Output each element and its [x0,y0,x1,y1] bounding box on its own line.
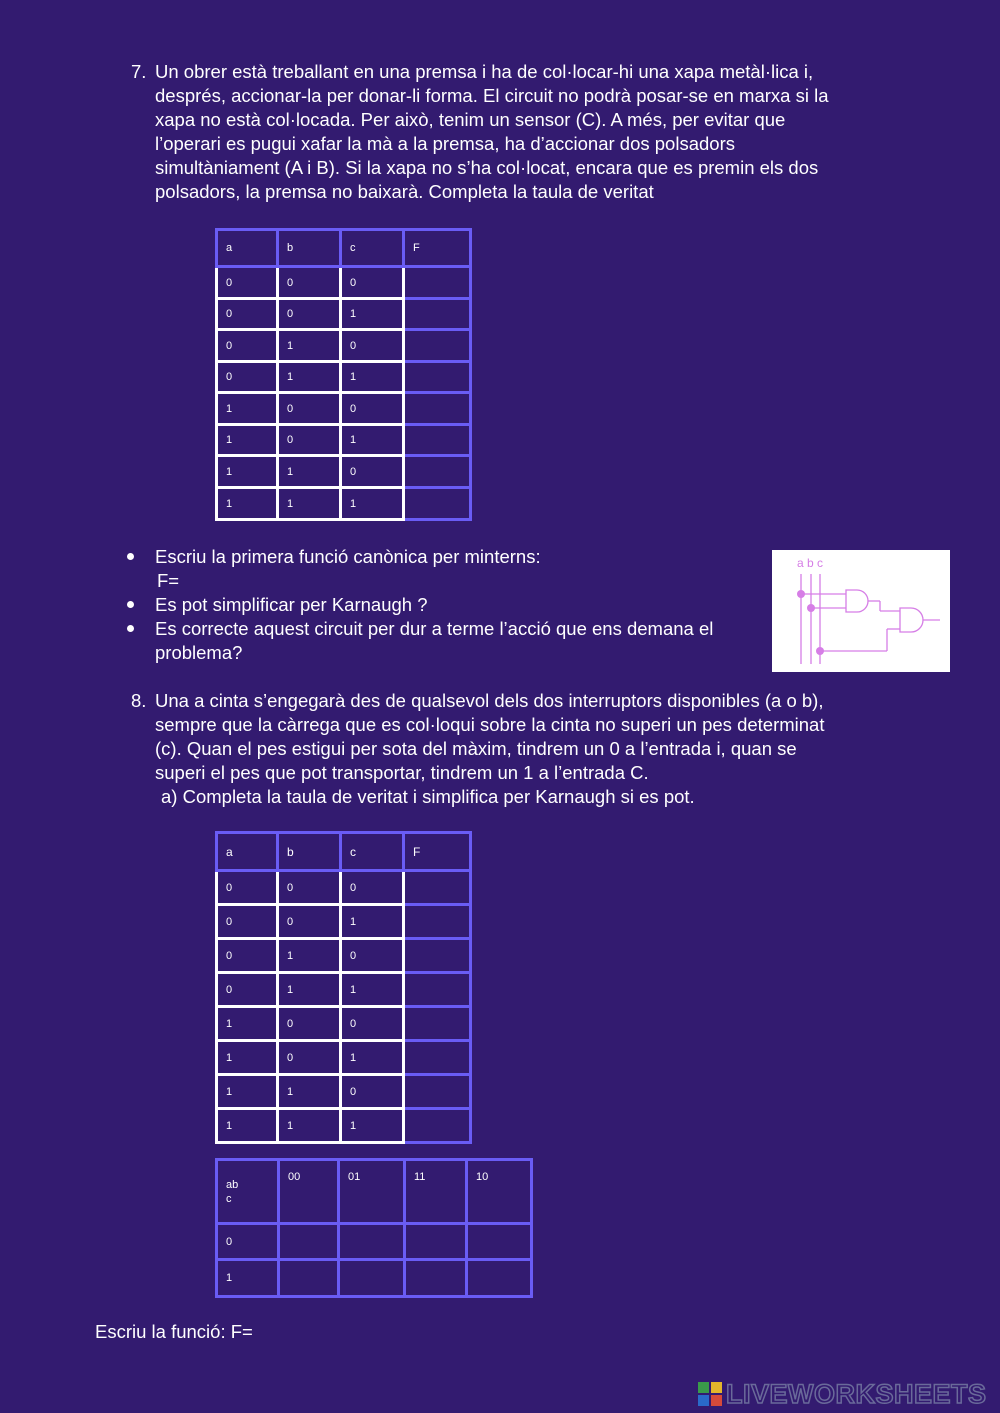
liveworksheets-logo-text: LIVEWORKSHEETS [726,1378,987,1409]
q7-cell: 0 [278,267,341,299]
q8-line: sempre que la càrrega que es col·loqui sobre la cinta no superi un pes determinat [155,714,825,735]
q8-header-a: a [217,833,278,871]
q7-line: simultàniament (A i B). Si la xapa no s’ha col·locat, encara que es premin els dos [155,157,819,178]
q7-bullet-3: Es correcte aquest circuit per dur a terme l’acció que ens demana el [155,618,714,639]
kmap-col-header: 01 [339,1160,405,1224]
q8-cell: 1 [278,1109,341,1143]
q7-line: l’operari es pugui xafar la mà a la premsa, ha d’accionar dos polsadors [155,133,735,154]
q8-cell: 0 [341,1007,404,1041]
q8-cell: 0 [217,905,278,939]
q7-cell: 0 [341,267,404,299]
q7-cell: 0 [217,362,278,393]
q7-cell: 1 [217,393,278,425]
kmap-input-cell[interactable] [467,1260,532,1297]
bullet-dot [127,553,134,560]
kmap-input-cell[interactable] [405,1224,467,1260]
circuit-label: a b c [797,556,824,570]
q7-f-label: F= [157,570,180,591]
q7-line: xapa no està col·locada. Per això, tenim un sensor (C). A més, per evitar que [155,109,786,130]
q7-bullet-2: Es pot simplificar per Karnaugh ? [155,594,428,615]
q7-cell: 0 [341,456,404,488]
kmap-corner-ab: ab [226,1178,239,1191]
q8-f-input-cell[interactable] [404,871,471,905]
q7-cell: 0 [341,330,404,362]
q8-subitem-a: a) Completa la taula de veritat i simplifica per Karnaugh si es pot. [161,786,695,807]
q7-cell: 1 [341,425,404,456]
q7-cell: 1 [278,362,341,393]
q7-header-f: F [404,230,471,267]
q7-bullet-1: Escriu la primera funció canònica per minterns: [155,546,541,567]
q7-f-input-cell[interactable] [404,488,471,520]
q8-cell: 0 [217,973,278,1007]
kmap-input-cell[interactable] [279,1224,339,1260]
kmap-input-cell[interactable] [339,1224,405,1260]
q8-cell: 1 [217,1109,278,1143]
q8-cell: 1 [217,1041,278,1075]
q7-statement [155,60,903,204]
q8-header-c: c [341,833,404,871]
q8-cell: 0 [278,871,341,905]
q8-cell: 1 [341,1041,404,1075]
q7-f-input-cell[interactable] [404,267,471,299]
q8-cell: 0 [217,871,278,905]
kmap-row-header: 1 [217,1260,279,1297]
q7-cell: 1 [341,488,404,520]
q7-cell: 0 [217,330,278,362]
q7-line: Un obrer està treballant en una premsa i ha de col·locar-hi una xapa metàl·lica i, [155,61,814,82]
q7-cell: 1 [217,488,278,520]
q8-f-input-cell[interactable] [404,1075,471,1109]
q7-header-a: a [217,230,278,267]
q8-cell: 0 [217,939,278,973]
q8-f-input-cell[interactable] [404,973,471,1007]
q8-f-input-cell[interactable] [404,939,471,973]
q8-header-f: F [404,833,471,871]
q8-line: (c). Quan el pes estigui per sota del màxim, tindrem un 0 a l’entrada i, quan se [155,738,797,759]
q7-line: polsadors, la premsa no baixarà. Completa la taula de veritat [155,181,654,202]
q7-cell: 0 [217,299,278,330]
q7-cell: 1 [278,330,341,362]
kmap-col-header: 00 [279,1160,339,1224]
q8-cell: 1 [217,1007,278,1041]
q8-cell: 1 [341,973,404,1007]
q7-truth-table [215,228,472,521]
q8-cell: 1 [341,905,404,939]
q8-function-prompt: Escriu la funció: F= [95,1321,253,1342]
q8-line: superi el pes que pot transportar, tindrem un 1 a l’entrada C. [155,762,649,783]
q8-number: 8. [131,690,147,711]
q8-cell: 0 [278,1041,341,1075]
q7-cell: 1 [217,425,278,456]
kmap-corner-c: c [226,1192,232,1205]
q7-f-input-cell[interactable] [404,299,471,330]
q7-f-input-cell[interactable] [404,425,471,456]
q8-truth-table [215,831,472,1144]
q8-statement [155,689,903,785]
q8-f-input-cell[interactable] [404,1007,471,1041]
q7-f-input-cell[interactable] [404,456,471,488]
q7-number: 7. [131,61,147,82]
q7-bullet-3-cont: problema? [155,642,243,663]
q8-cell: 1 [278,1075,341,1109]
q8-line: Una a cinta s’engegarà des de qualsevol dels dos interruptors disponibles (a o b), [155,690,824,711]
bullet-dot [127,601,134,608]
circuit-diagram [772,550,950,672]
q7-cell: 0 [341,393,404,425]
q7-cell: 1 [278,456,341,488]
q8-cell: 0 [341,939,404,973]
q7-cell: 0 [278,425,341,456]
q7-cell: 1 [341,299,404,330]
q8-cell: 0 [278,905,341,939]
q8-f-input-cell[interactable] [404,1041,471,1075]
q7-cell: 0 [278,393,341,425]
kmap-input-cell[interactable] [279,1260,339,1297]
kmap-input-cell[interactable] [339,1260,405,1297]
kmap-input-cell[interactable] [405,1260,467,1297]
q7-cell: 0 [217,267,278,299]
q8-cell: 1 [217,1075,278,1109]
q7-cell: 1 [341,362,404,393]
q7-f-input-cell[interactable] [404,330,471,362]
kmap-row-header: 0 [217,1224,279,1260]
q7-cell: 0 [278,299,341,330]
karnaugh-map [215,1158,533,1298]
kmap-col-header: 11 [405,1160,467,1224]
q8-cell: 1 [278,973,341,1007]
liveworksheets-logo [698,1378,987,1410]
q8-f-input-cell[interactable] [404,1109,471,1143]
bullet-dot [127,625,134,632]
q8-cell: 0 [341,871,404,905]
q7-cell: 1 [278,488,341,520]
q8-cell: 1 [341,1109,404,1143]
logic-circuit-image [772,550,950,672]
q8-header-b: b [278,833,341,871]
q8-cell: 0 [341,1075,404,1109]
q7-header-c: c [341,230,404,267]
q7-line: després, accionar-la per donar-li forma. El circuit no podrà posar-se en marxa si la [155,85,829,106]
q7-cell: 1 [217,456,278,488]
q7-header-b: b [278,230,341,267]
liveworksheets-logo-icon [698,1382,722,1406]
kmap-col-header: 10 [467,1160,532,1224]
q7-f-input-cell[interactable] [404,362,471,393]
q8-cell: 1 [278,939,341,973]
q7-f-input-cell[interactable] [404,393,471,425]
kmap-corner [217,1160,279,1224]
kmap-input-cell[interactable] [467,1224,532,1260]
q8-cell: 0 [278,1007,341,1041]
q8-f-input-cell[interactable] [404,905,471,939]
